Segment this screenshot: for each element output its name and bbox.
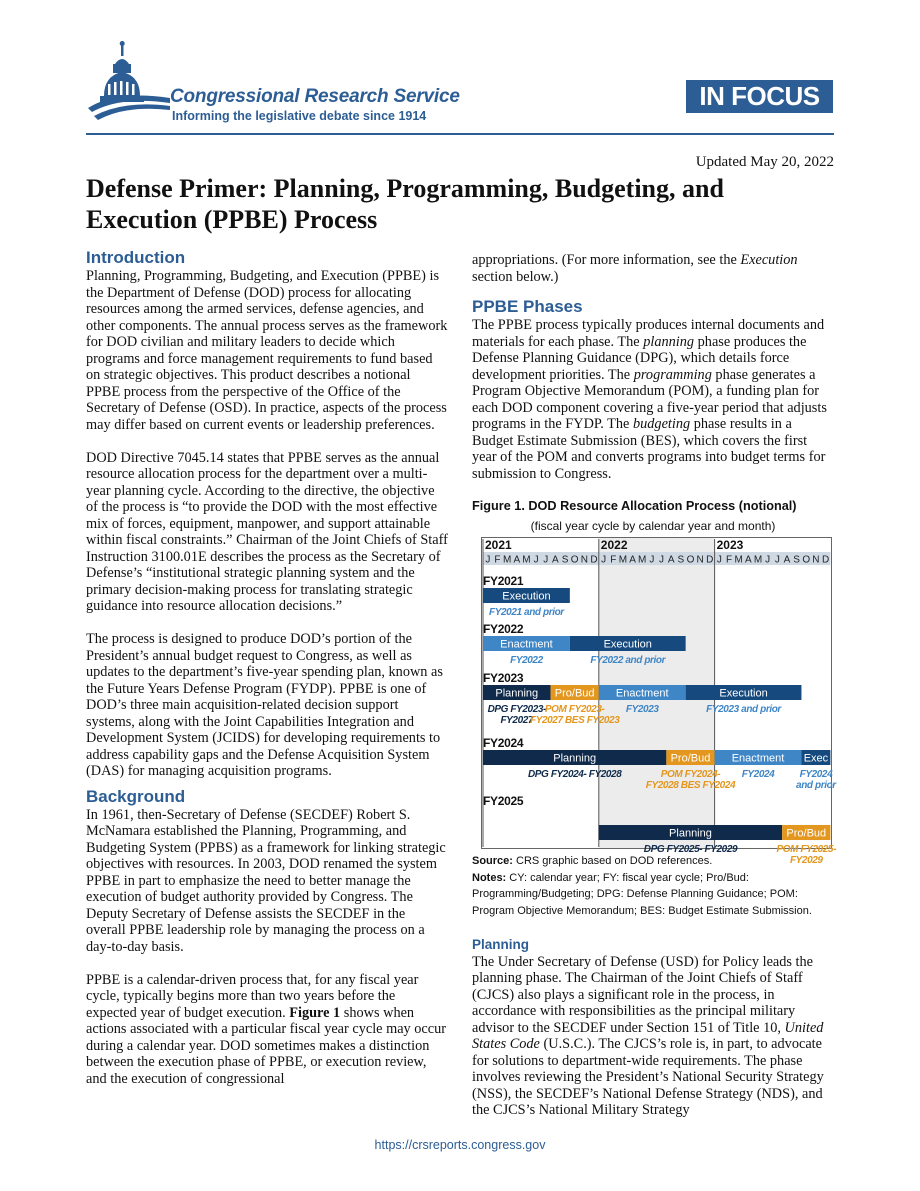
month-label: A	[667, 554, 675, 566]
intro-paragraph-1: Planning, Programming, Budgeting, and Execution (PPBE) is the Department of Defense (DOD) process for allocating resources among the armed services, defense agencies, and other components. The annual process serves as the framework for DOD civilian and military leaders to decide which programs and force management requirements to fund based on strategic objectives. This product describes a notional PPBE process from the perspective of the Office of the Secretary of Defense (OSD). In practice, aspects of the process may differ based on current events or leadership preferences.	[86, 268, 448, 433]
month-label: O	[686, 554, 695, 566]
right-column-top	[472, 252, 834, 499]
intro-paragraph-3: The process is designed to produce DOD’s portion of the President’s annual budget request to Congress, as well as updates to the department’s five-year spending plan, known as the Future Years Defense Program (FYDP). PPBE is one of DOD’s three main acquisition-related decision support systems, along with the Joint Capabilities Integration and Development System (JCIDS) for developing requirements to address capability gaps and the Defense Acquisition System (DAS) for managing acquisition programs.	[86, 631, 443, 779]
year-label: 2021	[485, 538, 512, 552]
phase-note: FY2024	[799, 769, 833, 780]
month-label: A	[783, 554, 791, 566]
phase-bar-label: Planning	[553, 752, 597, 765]
figure-1-reference: Figure 1	[289, 1004, 341, 1021]
planning-heading: Planning	[472, 937, 529, 952]
phase-note: FY2024	[741, 769, 775, 780]
phase-note: FY2021 and prior	[489, 607, 564, 618]
intro-paragraph-2: DOD Directive 7045.14 states that PPBE serves as the annual resource allocation process for the department over a multi-year planning cycle. According to the directive, the objective of the process is “to provide the DOD with the most effective mix of forces, equipment, manpower, and support attainable within fiscal constraints.” Chairman of the Joint Chiefs of Staff Instruction 3100.01E describes the process as the Secretary of Defense’s “institutional strategic planning system and the primary decision-making process for translating strategic guidance into resource allocation decisions.”	[86, 449, 448, 614]
background-heading: Background	[86, 786, 186, 806]
month-label: J	[659, 554, 665, 566]
phase-note: FY2028 BES FY2024	[645, 780, 736, 791]
year-label: 2022	[600, 538, 628, 552]
phase-note: FY2023 and prior	[706, 704, 781, 715]
month-label: F	[610, 554, 617, 566]
month-label: N	[812, 554, 820, 566]
cycle-label: FY2024	[483, 736, 524, 750]
month-label: D	[590, 554, 598, 566]
month-label: O	[802, 554, 811, 566]
month-label: S	[561, 554, 569, 566]
month-label: J	[485, 554, 491, 566]
phase-note: FY2022	[510, 655, 543, 666]
planning-section	[472, 937, 834, 1135]
updated-date: Updated May 20, 2022	[695, 154, 834, 170]
month-label: N	[696, 554, 704, 566]
month-label: D	[706, 554, 714, 566]
phase-note: FY2027 BES FY2023	[529, 715, 620, 726]
month-label: M	[638, 554, 647, 566]
ppbe-phases-paragraph: The PPBE process typically produces internal documents and materials for each phase. The planning phase produces the Defense Planning Guidance (DPG), which details force development priorities. The programming phase generates a Program Objective Memorandum (POM), a funding plan for each DOD component covering a five-year period that adjusts programs in the FYDP. The budgeting phase results in a Budget Estimate Submission (BES), which covers the first year of the POM and converts programs into budget terms for submission to Congress.	[472, 317, 827, 482]
month-label: A	[629, 554, 636, 566]
month-label: M	[753, 554, 763, 566]
month-label: D	[821, 554, 830, 566]
phase-bar-label: Exec	[803, 752, 829, 765]
phase-note: DPG FY2025- FY2029	[643, 844, 738, 855]
figure-notes	[472, 853, 834, 919]
phase-note: FY2027	[500, 715, 534, 726]
month-label: S	[793, 554, 800, 566]
figure-caption: Figure 1. DOD Resource Allocation Process (notional)	[472, 499, 797, 513]
month-label: O	[570, 554, 579, 566]
footer-url[interactable]: https://crsreports.congress.gov	[374, 1138, 546, 1152]
org-tagline: Informing the legislative debate since 1914	[172, 109, 427, 123]
capitol-dome-logo	[86, 40, 170, 122]
month-label: M	[618, 554, 628, 566]
month-label: M	[734, 554, 743, 566]
phase-note: POM FY2023-	[544, 704, 605, 715]
month-label: J	[601, 554, 607, 566]
figure-subcaption: (fiscal year cycle by calendar year and month)	[530, 519, 776, 533]
header-divider	[86, 133, 834, 135]
month-label: J	[649, 554, 655, 566]
month-label: F	[726, 554, 733, 566]
month-label: M	[502, 554, 512, 566]
cycle-label: FY2022	[483, 622, 524, 636]
phase-note: FY2029	[789, 855, 823, 866]
phase-bar-label: Pro/Bud	[554, 687, 595, 700]
phase-bar-label: Pro/Bud	[786, 827, 827, 840]
ppbe-phases-heading: PPBE Phases	[472, 297, 583, 316]
month-label: J	[716, 554, 722, 566]
cycle-label: FY2021	[483, 574, 524, 588]
month-label: M	[522, 554, 531, 566]
appropriations-continuation: appropriations. (For more information, see the Execution section below.)	[472, 252, 798, 285]
month-label: J	[774, 554, 780, 566]
month-label: A	[513, 554, 521, 566]
phase-bar-label: Planning	[495, 687, 539, 700]
month-label: F	[494, 554, 501, 566]
background-paragraph-1: In 1961, then-Secretary of Defense (SECDEF) Robert S. McNamara established the Planning, Programming, and Budgeting System (PPBS) as a framework for linking strategic objectives with resources. In 2003, DOD renamed the system PPBE in part to emphasize the need to better manage the execution of budget authority provided by Congress. The Deputy Secretary of Defense assists the SECDEF in the overall PPBE leadership role by managing the process on a day-to-day basis.	[86, 806, 446, 955]
phase-note: DPG FY2024- FY2028	[527, 769, 622, 780]
page-title: Defense Primer: Planning, Programming, Budgeting, and Execution (PPBE) Process	[86, 174, 724, 234]
cycle-label: FY2023	[483, 671, 524, 685]
phase-bar-label: Enactment	[731, 752, 785, 765]
phase-bar-label: Enactment	[615, 687, 669, 700]
cycle-label: FY2025	[483, 794, 524, 808]
phase-bar-label: Pro/Bud	[670, 752, 711, 765]
month-label: J	[765, 554, 771, 566]
phase-bar-label: Execution	[502, 590, 551, 603]
phase-note: DPG FY2023-	[487, 704, 546, 715]
phase-note: POM FY2024-	[660, 769, 721, 780]
phase-note: FY2022 and prior	[590, 655, 666, 666]
month-label: A	[745, 554, 752, 566]
phase-note: and prior	[796, 780, 836, 791]
year-label: 2023	[716, 538, 744, 552]
left-column	[86, 248, 448, 1104]
month-label: N	[580, 554, 588, 566]
phase-bar-label: Enactment	[500, 638, 553, 651]
phase-note: POM FY2025-	[776, 844, 837, 855]
month-label: S	[677, 554, 685, 566]
introduction-heading: Introduction	[86, 248, 186, 267]
org-name: Congressional Research Service	[170, 86, 460, 107]
month-label: J	[543, 554, 549, 566]
in-focus-badge: IN FOCUS	[686, 80, 833, 113]
background-paragraph-2: PPBE is a calendar-driven process that, for any fiscal year cycle, typically begins more than two years before the expected year of budget execution. Figure 1 shows when actions associated with a particular fiscal year cycle may occur during a calendar year. DOD sometimes makes a distinction between the execution phase of PPBE, or execution review, and the execution of congressional	[86, 971, 447, 1087]
planning-paragraph: The Under Secretary of Defense (USD) for Policy leads the planning phase. The Chairman of the Joint Chiefs of Staff (CJCS) also plays a significant role in the process, in accordance with responsibilities as the principal military advisor to the SECDEF under Section 151 of Title 10, United States Code (U.S.C.). The CJCS’s role is, in part, to advocate for solutions to department-wide requirements. The phase involves reviewing the President’s National Security Strategy (NSS), the SECDEF’s National Defense Strategy (NDS), and the CJCS’s National Military Strategy	[472, 953, 824, 1118]
phase-bar-label: Execution	[603, 638, 652, 651]
notes-line: Notes: CY: calendar year; FY: fiscal year cycle; Pro/Bud: Programming/Budgeting; DPG: Defense Planning Guidance; POM: Program Objective Memorandum; BES: Budget Estimate Submission.	[472, 871, 812, 917]
phase-bar-label: Execution	[719, 687, 768, 700]
month-label: J	[533, 554, 539, 566]
month-label: A	[552, 554, 559, 566]
phase-note: FY2023	[625, 704, 659, 715]
source-line: Source: CRS graphic based on DOD references.	[472, 855, 713, 867]
phase-bar-label: Planning	[669, 827, 712, 840]
